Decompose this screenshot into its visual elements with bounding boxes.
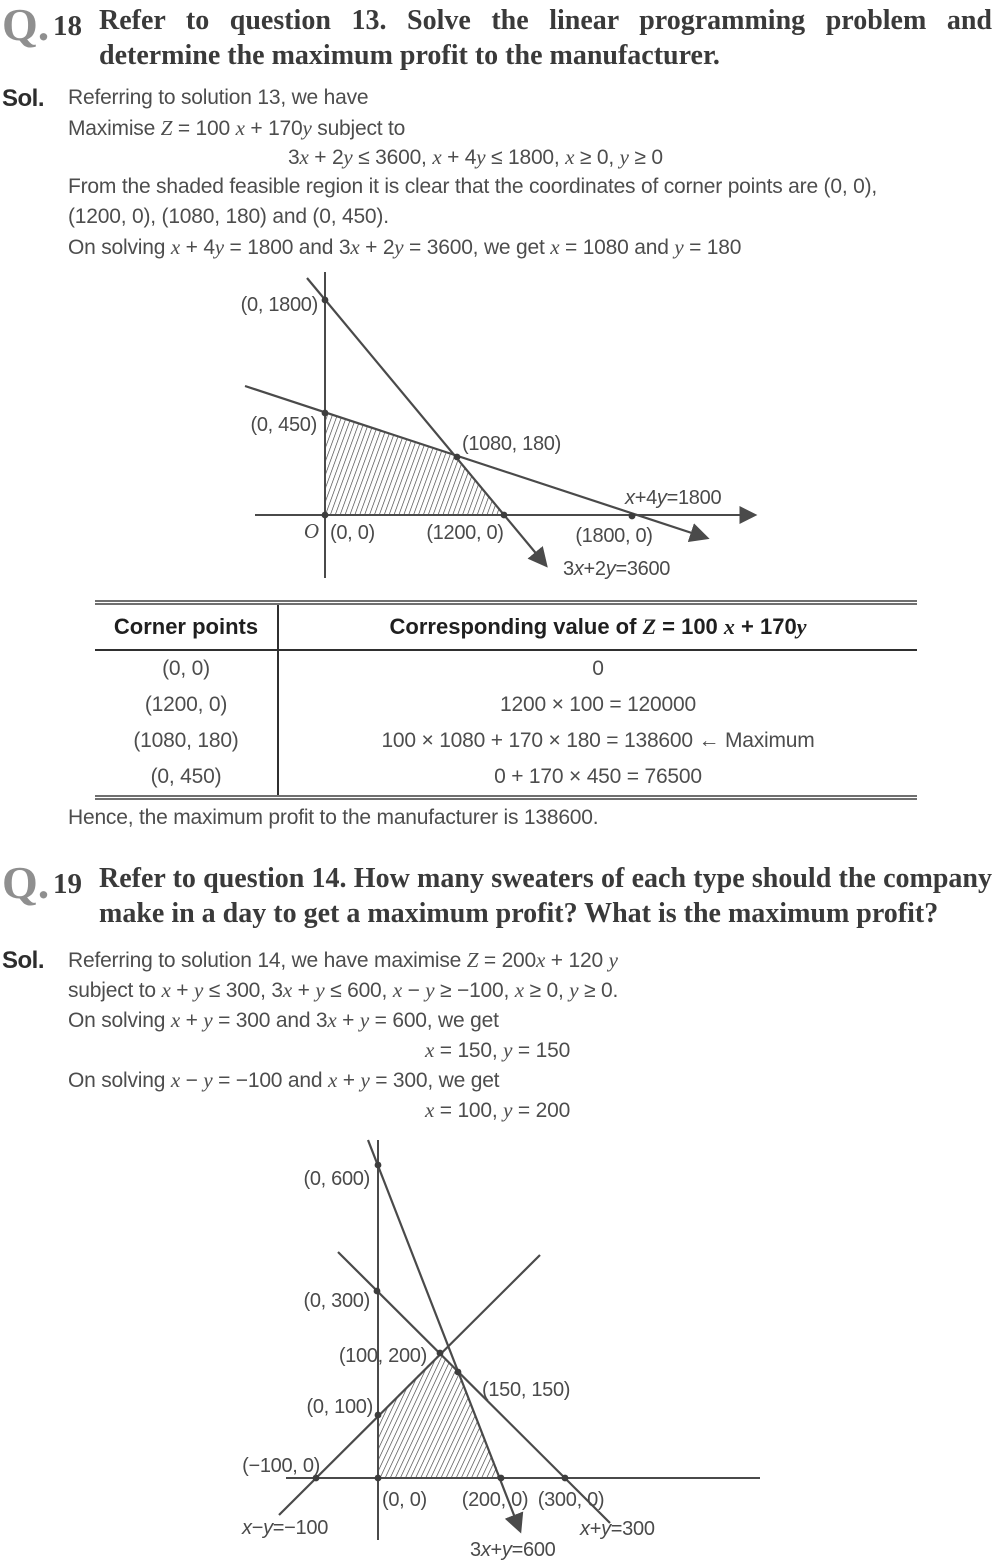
label-m100-0: (−100, 0)	[242, 1455, 320, 1477]
point-300-0	[562, 1475, 569, 1482]
table-row	[95, 723, 917, 759]
solution-label: Sol.	[2, 947, 45, 974]
label-1080-180: (1080, 180)	[462, 433, 561, 455]
sol18-line5: (1200, 0), (1080, 180) and (0, 450).	[68, 205, 389, 228]
z-value-cell: 100 × 1080 + 170 × 180 = 138600 ← Maximum	[381, 729, 815, 752]
z-value-cell: 1200 × 100 = 120000	[500, 693, 696, 716]
label-150-150: (150, 150)	[482, 1379, 571, 1401]
question-mark-glyph: Q.	[2, 857, 50, 908]
question-19-text	[99, 861, 992, 931]
sol19-line3: On solving x + y = 300 and 3x + y = 600, we get	[68, 1008, 499, 1032]
point-1080-180	[454, 454, 461, 461]
point-0-600	[375, 1162, 382, 1169]
lp-graph-q19	[230, 1135, 775, 1560]
z-value-cell: 0 + 170 × 450 = 76500	[494, 765, 702, 788]
point-0-300	[374, 1288, 381, 1295]
question-18-line1: Refer to question 13. Solve the linear programming problem and	[99, 5, 992, 36]
table-header-z-value: Corresponding value of Z = 100 x + 170y	[278, 603, 917, 651]
label-100-200: (100, 200)	[338, 1345, 427, 1367]
sol19-line5: On solving x − y = −100 and x + y = 300, we get	[68, 1068, 500, 1092]
sol18-line6: On solving x + 4y = 1800 and 3x + 2y = 3600, we get x = 1080 and y = 180	[68, 235, 742, 259]
z-value-cell: 0	[592, 657, 604, 680]
label-0-0: (0, 0)	[382, 1489, 427, 1511]
point-0-0	[322, 512, 329, 519]
label-0-300: (0, 300)	[303, 1290, 370, 1312]
table-row	[95, 650, 917, 687]
sol19-line1: Referring to solution 14, we have maximise Z = 200x + 120 y	[68, 948, 618, 972]
sol18-line2: Maximise Z = 100 x + 170y subject to	[68, 116, 406, 140]
label-1200-0: (1200, 0)	[426, 522, 504, 544]
feasible-region-q18	[325, 413, 504, 515]
label-origin: O	[303, 519, 319, 543]
point-1800-0	[629, 513, 636, 520]
label-0-600: (0, 600)	[303, 1168, 370, 1190]
point-150-150	[455, 1369, 462, 1376]
solution-label: Sol.	[2, 85, 45, 112]
table-header-row	[95, 603, 917, 651]
corner-point-cell: (0, 0)	[95, 650, 278, 687]
sol19-line6: x = 100, y = 200	[425, 1098, 571, 1122]
point-0-450	[322, 410, 329, 417]
sol18-line1: Referring to solution 13, we have	[68, 86, 369, 109]
question-mark-glyph: Q.	[2, 0, 50, 50]
corner-points-table	[95, 600, 917, 800]
label-1800-0: (1800, 0)	[575, 525, 653, 547]
label-200-0: (200, 0)	[461, 1489, 529, 1511]
table-header-corner-points: Corner points	[95, 603, 278, 651]
question-number: 19	[53, 868, 82, 900]
table-row	[95, 759, 917, 798]
sol18-line4: From the shaded feasible region it is clear that the coordinates of corner points are (0, 0),	[68, 175, 878, 198]
sol18-conclusion: Hence, the maximum profit to the manufacturer is 138600.	[68, 806, 599, 829]
point-100-200	[437, 1350, 444, 1357]
feasible-region-q19	[378, 1353, 501, 1478]
label-0-1800: (0, 1800)	[240, 294, 318, 316]
sol19-line2: subject to x + y ≤ 300, 3x + y ≤ 600, x − y ≥ −100, x ≥ 0, y ≥ 0.	[68, 978, 619, 1002]
question-number: 18	[53, 10, 82, 42]
label-0-100: (0, 100)	[306, 1396, 373, 1418]
corner-point-cell: (1200, 0)	[95, 687, 278, 723]
table-row	[95, 687, 917, 723]
point-1200-0	[501, 512, 508, 519]
label-line-x4y: x+4y=1800	[625, 487, 722, 509]
corner-point-cell: (0, 450)	[95, 759, 278, 798]
question-19-line2: make in a day to get a maximum profit? What is the maximum profit?	[99, 898, 939, 929]
point-0-1800	[322, 297, 329, 304]
question-18-line2: determine the maximum profit to the manufacturer.	[99, 40, 720, 71]
label-line-xmy: x−y=−100	[242, 1517, 329, 1539]
point-0-0	[375, 1475, 382, 1482]
sol18-constraints: 3x + 2y ≤ 3600, x + 4y ≤ 1800, x ≥ 0, y ≥ 0	[288, 145, 663, 169]
question-19-line1: Refer to question 14. How many sweaters of each type should the company	[99, 863, 992, 894]
label-300-0: (300, 0)	[537, 1489, 605, 1511]
label-0-450: (0, 450)	[250, 414, 317, 436]
sol19-line4: x = 150, y = 150	[425, 1038, 571, 1062]
label-line-xy: x+y=300	[580, 1518, 655, 1540]
question-18-text	[99, 3, 992, 73]
point-0-100	[375, 1412, 382, 1419]
label-0-0: (0, 0)	[330, 522, 375, 544]
lp-graph-q18	[230, 265, 775, 595]
point-200-0	[498, 1475, 505, 1482]
corner-point-cell: (1080, 180)	[95, 723, 278, 759]
label-line-3x2y: 3x+2y=3600	[563, 558, 671, 580]
label-line-3xy: 3x+y=600	[470, 1539, 556, 1560]
